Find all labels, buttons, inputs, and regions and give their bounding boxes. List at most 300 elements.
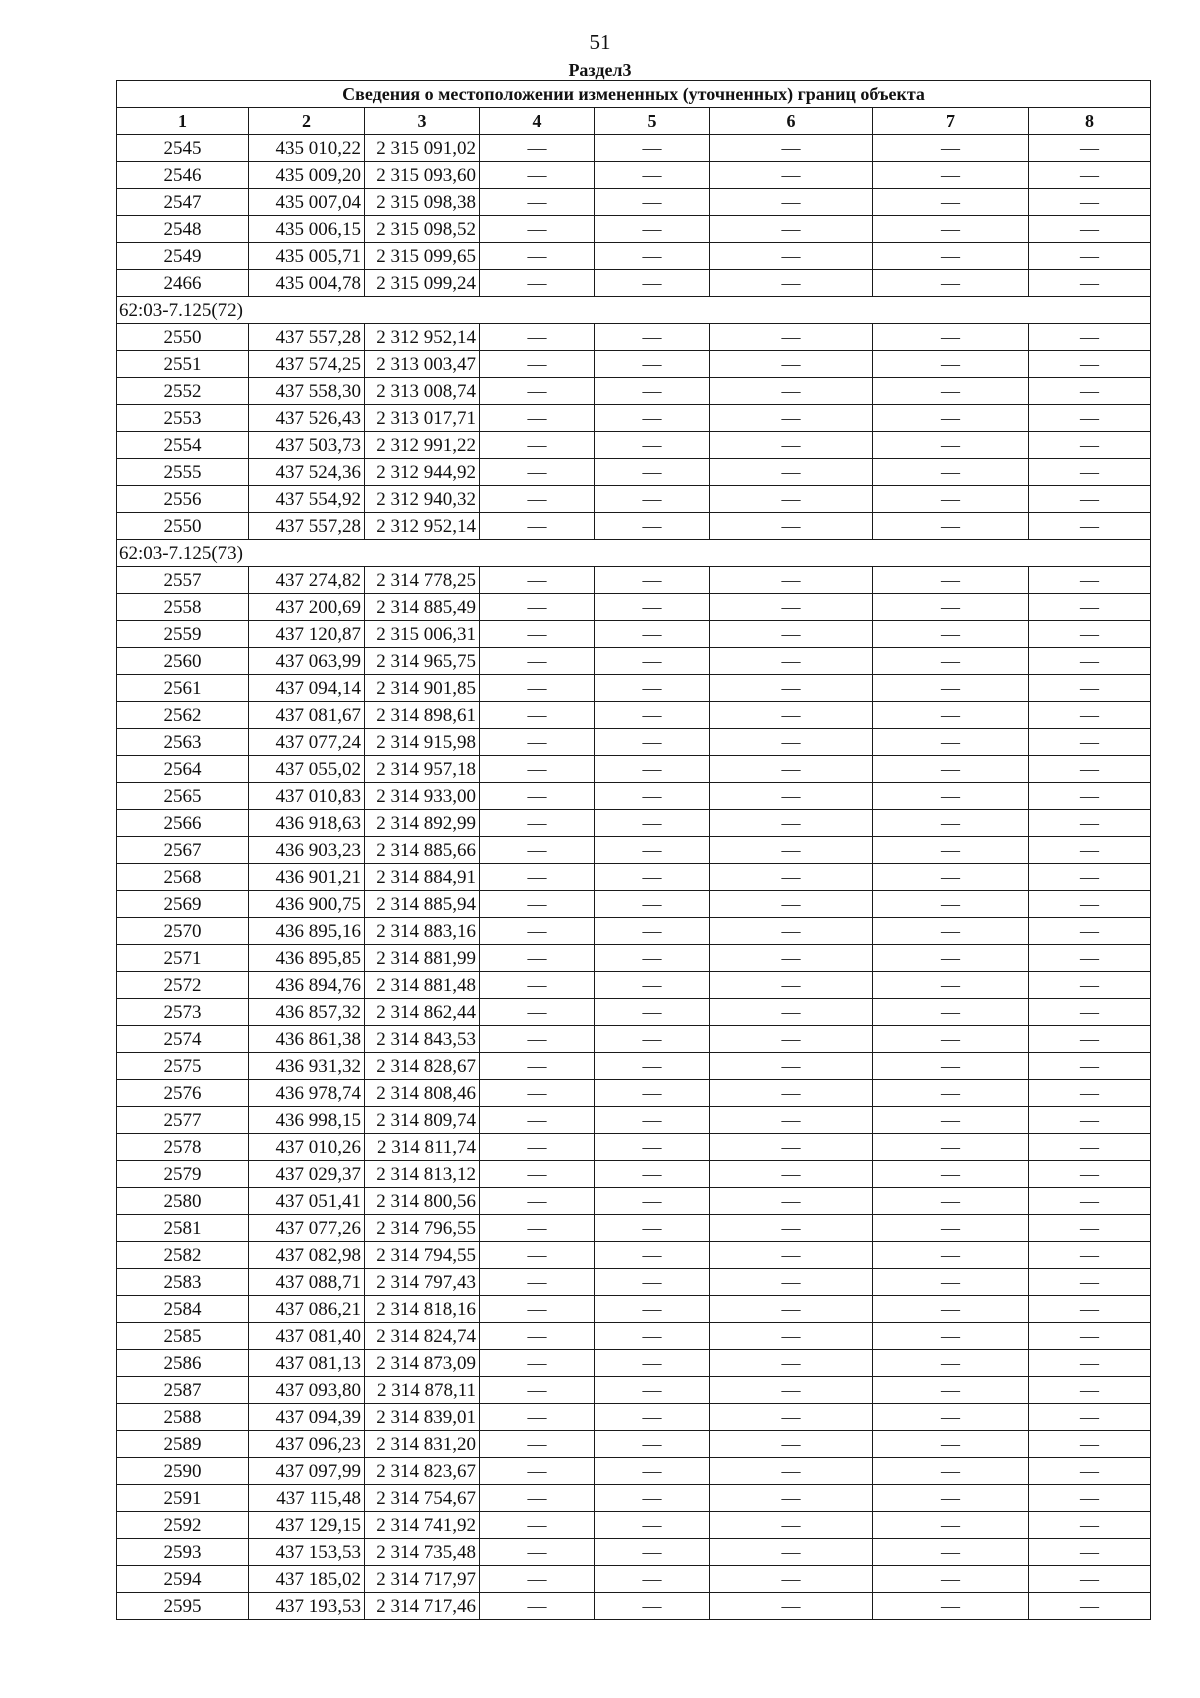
point-id-cell: 2576 <box>117 1080 249 1107</box>
empty-value-cell: — <box>480 756 595 783</box>
table-row <box>117 918 1151 945</box>
y-coordinate-cell: 2 314 881,48 <box>365 972 480 999</box>
point-id-cell: 2572 <box>117 972 249 999</box>
y-coordinate-cell: 2 314 881,99 <box>365 945 480 972</box>
empty-value-cell: — <box>1029 1431 1151 1458</box>
empty-value-cell: — <box>480 810 595 837</box>
empty-value-cell: — <box>595 1350 710 1377</box>
empty-value-cell: — <box>873 783 1029 810</box>
empty-value-cell: — <box>595 1431 710 1458</box>
y-coordinate-cell: 2 313 017,71 <box>365 405 480 432</box>
point-id-cell: 2588 <box>117 1404 249 1431</box>
empty-value-cell: — <box>1029 1404 1151 1431</box>
empty-value-cell: — <box>1029 432 1151 459</box>
y-coordinate-cell: 2 314 933,00 <box>365 783 480 810</box>
table-row <box>117 1539 1151 1566</box>
y-coordinate-cell: 2 314 957,18 <box>365 756 480 783</box>
empty-value-cell: — <box>873 1215 1029 1242</box>
empty-value-cell: — <box>480 1512 595 1539</box>
empty-value-cell: — <box>1029 729 1151 756</box>
x-coordinate-cell: 437 554,92 <box>249 486 365 513</box>
table-row <box>117 1107 1151 1134</box>
empty-value-cell: — <box>873 1512 1029 1539</box>
table-caption-row <box>117 81 1151 108</box>
y-coordinate-cell: 2 312 952,14 <box>365 513 480 540</box>
empty-value-cell: — <box>1029 1458 1151 1485</box>
empty-value-cell: — <box>480 1539 595 1566</box>
x-coordinate-cell: 437 274,82 <box>249 567 365 594</box>
y-coordinate-cell: 2 314 885,66 <box>365 837 480 864</box>
empty-value-cell: — <box>873 648 1029 675</box>
empty-value-cell: — <box>873 189 1029 216</box>
empty-value-cell: — <box>873 891 1029 918</box>
empty-value-cell: — <box>710 1269 873 1296</box>
empty-value-cell: — <box>595 1593 710 1620</box>
empty-value-cell: — <box>710 162 873 189</box>
empty-value-cell: — <box>873 1296 1029 1323</box>
empty-value-cell: — <box>873 675 1029 702</box>
empty-value-cell: — <box>595 432 710 459</box>
empty-value-cell: — <box>595 1107 710 1134</box>
empty-value-cell: — <box>873 621 1029 648</box>
empty-value-cell: — <box>1029 1566 1151 1593</box>
table-row <box>117 216 1151 243</box>
table-row <box>117 1593 1151 1620</box>
empty-value-cell: — <box>710 1350 873 1377</box>
empty-value-cell: — <box>595 1512 710 1539</box>
empty-value-cell: — <box>1029 810 1151 837</box>
x-coordinate-cell: 436 901,21 <box>249 864 365 891</box>
empty-value-cell: — <box>710 1485 873 1512</box>
table-row <box>117 162 1151 189</box>
empty-value-cell: — <box>873 1431 1029 1458</box>
table-row <box>117 1485 1151 1512</box>
y-coordinate-cell: 2 314 884,91 <box>365 864 480 891</box>
boundary-coordinates-table <box>116 80 1151 1620</box>
empty-value-cell: — <box>873 1485 1029 1512</box>
empty-value-cell: — <box>480 513 595 540</box>
empty-value-cell: — <box>710 1377 873 1404</box>
empty-value-cell: — <box>1029 405 1151 432</box>
point-id-cell: 2574 <box>117 1026 249 1053</box>
y-coordinate-cell: 2 314 796,55 <box>365 1215 480 1242</box>
table-row <box>117 1512 1151 1539</box>
group-row <box>117 540 1151 567</box>
empty-value-cell: — <box>480 918 595 945</box>
empty-value-cell: — <box>595 324 710 351</box>
empty-value-cell: — <box>480 1269 595 1296</box>
empty-value-cell: — <box>595 837 710 864</box>
point-id-cell: 2581 <box>117 1215 249 1242</box>
table-row <box>117 1350 1151 1377</box>
x-coordinate-cell: 437 081,40 <box>249 1323 365 1350</box>
empty-value-cell: — <box>710 1296 873 1323</box>
empty-value-cell: — <box>1029 1350 1151 1377</box>
table-row <box>117 1269 1151 1296</box>
y-coordinate-cell: 2 314 839,01 <box>365 1404 480 1431</box>
table-row <box>117 675 1151 702</box>
empty-value-cell: — <box>480 378 595 405</box>
empty-value-cell: — <box>480 1377 595 1404</box>
empty-value-cell: — <box>480 135 595 162</box>
empty-value-cell: — <box>710 378 873 405</box>
empty-value-cell: — <box>710 189 873 216</box>
empty-value-cell: — <box>873 810 1029 837</box>
empty-value-cell: — <box>480 1350 595 1377</box>
empty-value-cell: — <box>480 324 595 351</box>
empty-value-cell: — <box>1029 216 1151 243</box>
x-coordinate-cell: 436 931,32 <box>249 1053 365 1080</box>
point-id-cell: 2590 <box>117 1458 249 1485</box>
empty-value-cell: — <box>873 1593 1029 1620</box>
x-coordinate-cell: 437 077,26 <box>249 1215 365 1242</box>
empty-value-cell: — <box>1029 783 1151 810</box>
y-coordinate-cell: 2 314 823,67 <box>365 1458 480 1485</box>
y-coordinate-cell: 2 314 808,46 <box>365 1080 480 1107</box>
empty-value-cell: — <box>873 837 1029 864</box>
empty-value-cell: — <box>873 1080 1029 1107</box>
empty-value-cell: — <box>710 1161 873 1188</box>
table-row <box>117 351 1151 378</box>
empty-value-cell: — <box>1029 837 1151 864</box>
table-row <box>117 1566 1151 1593</box>
table-row <box>117 999 1151 1026</box>
x-coordinate-cell: 437 086,21 <box>249 1296 365 1323</box>
x-coordinate-cell: 437 051,41 <box>249 1188 365 1215</box>
point-id-cell: 2565 <box>117 783 249 810</box>
y-coordinate-cell: 2 315 098,38 <box>365 189 480 216</box>
y-coordinate-cell: 2 314 778,25 <box>365 567 480 594</box>
point-id-cell: 2587 <box>117 1377 249 1404</box>
empty-value-cell: — <box>1029 864 1151 891</box>
empty-value-cell: — <box>873 1539 1029 1566</box>
empty-value-cell: — <box>480 837 595 864</box>
empty-value-cell: — <box>480 783 595 810</box>
parcel-group-label: 62:03-7.125(73) <box>117 540 1151 567</box>
point-id-cell: 2547 <box>117 189 249 216</box>
empty-value-cell: — <box>1029 756 1151 783</box>
empty-value-cell: — <box>595 594 710 621</box>
y-coordinate-cell: 2 314 898,61 <box>365 702 480 729</box>
empty-value-cell: — <box>1029 1215 1151 1242</box>
empty-value-cell: — <box>595 918 710 945</box>
point-id-cell: 2585 <box>117 1323 249 1350</box>
empty-value-cell: — <box>480 243 595 270</box>
empty-value-cell: — <box>1029 459 1151 486</box>
column-number: 6 <box>710 108 873 135</box>
empty-value-cell: — <box>710 918 873 945</box>
empty-value-cell: — <box>595 243 710 270</box>
point-id-cell: 2564 <box>117 756 249 783</box>
point-id-cell: 2595 <box>117 1593 249 1620</box>
empty-value-cell: — <box>480 891 595 918</box>
empty-value-cell: — <box>595 621 710 648</box>
empty-value-cell: — <box>595 351 710 378</box>
empty-value-cell: — <box>873 432 1029 459</box>
point-id-cell: 2566 <box>117 810 249 837</box>
point-id-cell: 2579 <box>117 1161 249 1188</box>
empty-value-cell: — <box>595 972 710 999</box>
empty-value-cell: — <box>1029 1188 1151 1215</box>
empty-value-cell: — <box>710 810 873 837</box>
x-coordinate-cell: 437 574,25 <box>249 351 365 378</box>
y-coordinate-cell: 2 315 098,52 <box>365 216 480 243</box>
empty-value-cell: — <box>710 702 873 729</box>
empty-value-cell: — <box>480 594 595 621</box>
x-coordinate-cell: 437 094,39 <box>249 1404 365 1431</box>
table-row <box>117 135 1151 162</box>
empty-value-cell: — <box>873 1053 1029 1080</box>
y-coordinate-cell: 2 315 093,60 <box>365 162 480 189</box>
empty-value-cell: — <box>873 864 1029 891</box>
y-coordinate-cell: 2 314 811,74 <box>365 1134 480 1161</box>
section-title: Раздел3 <box>568 60 632 80</box>
x-coordinate-cell: 436 900,75 <box>249 891 365 918</box>
empty-value-cell: — <box>710 1188 873 1215</box>
empty-value-cell: — <box>480 405 595 432</box>
empty-value-cell: — <box>480 1053 595 1080</box>
empty-value-cell: — <box>480 1188 595 1215</box>
empty-value-cell: — <box>595 1026 710 1053</box>
table-row <box>117 1080 1151 1107</box>
empty-value-cell: — <box>710 513 873 540</box>
parcel-group-label: 62:03-7.125(72) <box>117 297 1151 324</box>
x-coordinate-cell: 437 055,02 <box>249 756 365 783</box>
page-number: 51 <box>589 30 611 54</box>
empty-value-cell: — <box>595 216 710 243</box>
empty-value-cell: — <box>1029 891 1151 918</box>
x-coordinate-cell: 436 895,16 <box>249 918 365 945</box>
point-id-cell: 2555 <box>117 459 249 486</box>
empty-value-cell: — <box>595 999 710 1026</box>
x-coordinate-cell: 437 088,71 <box>249 1269 365 1296</box>
empty-value-cell: — <box>710 594 873 621</box>
empty-value-cell: — <box>710 432 873 459</box>
empty-value-cell: — <box>480 1026 595 1053</box>
table-row <box>117 1458 1151 1485</box>
empty-value-cell: — <box>710 621 873 648</box>
x-coordinate-cell: 436 857,32 <box>249 999 365 1026</box>
empty-value-cell: — <box>873 270 1029 297</box>
empty-value-cell: — <box>595 270 710 297</box>
empty-value-cell: — <box>710 243 873 270</box>
empty-value-cell: — <box>710 135 873 162</box>
y-coordinate-cell: 2 314 892,99 <box>365 810 480 837</box>
empty-value-cell: — <box>595 945 710 972</box>
point-id-cell: 2584 <box>117 1296 249 1323</box>
y-coordinate-cell: 2 314 717,97 <box>365 1566 480 1593</box>
y-coordinate-cell: 2 314 754,67 <box>365 1485 480 1512</box>
empty-value-cell: — <box>595 1215 710 1242</box>
table-row <box>117 1242 1151 1269</box>
x-coordinate-cell: 437 081,67 <box>249 702 365 729</box>
empty-value-cell: — <box>480 729 595 756</box>
y-coordinate-cell: 2 314 878,11 <box>365 1377 480 1404</box>
point-id-cell: 2561 <box>117 675 249 702</box>
empty-value-cell: — <box>480 1458 595 1485</box>
empty-value-cell: — <box>595 1188 710 1215</box>
table-body <box>117 135 1151 1620</box>
empty-value-cell: — <box>710 1323 873 1350</box>
empty-value-cell: — <box>595 1323 710 1350</box>
empty-value-cell: — <box>480 351 595 378</box>
empty-value-cell: — <box>595 1404 710 1431</box>
point-id-cell: 2556 <box>117 486 249 513</box>
empty-value-cell: — <box>595 513 710 540</box>
empty-value-cell: — <box>710 1134 873 1161</box>
empty-value-cell: — <box>873 162 1029 189</box>
empty-value-cell: — <box>710 945 873 972</box>
x-coordinate-cell: 436 861,38 <box>249 1026 365 1053</box>
empty-value-cell: — <box>710 1404 873 1431</box>
y-coordinate-cell: 2 313 003,47 <box>365 351 480 378</box>
empty-value-cell: — <box>873 405 1029 432</box>
empty-value-cell: — <box>595 1134 710 1161</box>
empty-value-cell: — <box>710 1458 873 1485</box>
point-id-cell: 2569 <box>117 891 249 918</box>
x-coordinate-cell: 437 010,83 <box>249 783 365 810</box>
x-coordinate-cell: 435 006,15 <box>249 216 365 243</box>
table-row <box>117 1431 1151 1458</box>
empty-value-cell: — <box>873 1026 1029 1053</box>
x-coordinate-cell: 437 129,15 <box>249 1512 365 1539</box>
y-coordinate-cell: 2 314 794,55 <box>365 1242 480 1269</box>
table-row <box>117 378 1151 405</box>
table-row <box>117 1377 1151 1404</box>
point-id-cell: 2466 <box>117 270 249 297</box>
empty-value-cell: — <box>480 432 595 459</box>
x-coordinate-cell: 436 895,85 <box>249 945 365 972</box>
empty-value-cell: — <box>480 1242 595 1269</box>
empty-value-cell: — <box>595 1377 710 1404</box>
point-id-cell: 2593 <box>117 1539 249 1566</box>
table-row <box>117 756 1151 783</box>
empty-value-cell: — <box>595 1053 710 1080</box>
empty-value-cell: — <box>710 837 873 864</box>
y-coordinate-cell: 2 314 818,16 <box>365 1296 480 1323</box>
empty-value-cell: — <box>873 1350 1029 1377</box>
empty-value-cell: — <box>710 1026 873 1053</box>
table-row <box>117 1188 1151 1215</box>
empty-value-cell: — <box>480 648 595 675</box>
point-id-cell: 2591 <box>117 1485 249 1512</box>
empty-value-cell: — <box>710 1431 873 1458</box>
empty-value-cell: — <box>873 324 1029 351</box>
x-coordinate-cell: 437 200,69 <box>249 594 365 621</box>
empty-value-cell: — <box>1029 675 1151 702</box>
empty-value-cell: — <box>480 1296 595 1323</box>
empty-value-cell: — <box>873 756 1029 783</box>
point-id-cell: 2583 <box>117 1269 249 1296</box>
y-coordinate-cell: 2 315 091,02 <box>365 135 480 162</box>
column-number: 3 <box>365 108 480 135</box>
empty-value-cell: — <box>710 459 873 486</box>
table-row <box>117 702 1151 729</box>
empty-value-cell: — <box>595 648 710 675</box>
y-coordinate-cell: 2 314 831,20 <box>365 1431 480 1458</box>
table-row <box>117 1404 1151 1431</box>
empty-value-cell: — <box>1029 702 1151 729</box>
point-id-cell: 2589 <box>117 1431 249 1458</box>
y-coordinate-cell: 2 314 800,56 <box>365 1188 480 1215</box>
empty-value-cell: — <box>480 189 595 216</box>
empty-value-cell: — <box>873 972 1029 999</box>
point-id-cell: 2582 <box>117 1242 249 1269</box>
y-coordinate-cell: 2 313 008,74 <box>365 378 480 405</box>
y-coordinate-cell: 2 314 824,74 <box>365 1323 480 1350</box>
x-coordinate-cell: 436 918,63 <box>249 810 365 837</box>
table-row <box>117 837 1151 864</box>
empty-value-cell: — <box>595 1080 710 1107</box>
point-id-cell: 2559 <box>117 621 249 648</box>
empty-value-cell: — <box>873 918 1029 945</box>
empty-value-cell: — <box>710 1215 873 1242</box>
empty-value-cell: — <box>595 567 710 594</box>
y-coordinate-cell: 2 314 809,74 <box>365 1107 480 1134</box>
empty-value-cell: — <box>1029 1134 1151 1161</box>
table-row <box>117 1215 1151 1242</box>
empty-value-cell: — <box>873 135 1029 162</box>
y-coordinate-cell: 2 312 940,32 <box>365 486 480 513</box>
empty-value-cell: — <box>480 864 595 891</box>
x-coordinate-cell: 437 557,28 <box>249 513 365 540</box>
x-coordinate-cell: 436 903,23 <box>249 837 365 864</box>
y-coordinate-cell: 2 314 885,94 <box>365 891 480 918</box>
x-coordinate-cell: 437 097,99 <box>249 1458 365 1485</box>
table-row <box>117 567 1151 594</box>
x-coordinate-cell: 437 524,36 <box>249 459 365 486</box>
y-coordinate-cell: 2 314 797,43 <box>365 1269 480 1296</box>
empty-value-cell: — <box>1029 918 1151 945</box>
column-number: 1 <box>117 108 249 135</box>
point-id-cell: 2552 <box>117 378 249 405</box>
table-row <box>117 1026 1151 1053</box>
empty-value-cell: — <box>1029 1539 1151 1566</box>
empty-value-cell: — <box>1029 270 1151 297</box>
empty-value-cell: — <box>1029 378 1151 405</box>
empty-value-cell: — <box>595 783 710 810</box>
column-number: 4 <box>480 108 595 135</box>
table-row <box>117 891 1151 918</box>
x-coordinate-cell: 437 029,37 <box>249 1161 365 1188</box>
table-row <box>117 810 1151 837</box>
table-row <box>117 1053 1151 1080</box>
empty-value-cell: — <box>595 810 710 837</box>
y-coordinate-cell: 2 314 735,48 <box>365 1539 480 1566</box>
empty-value-cell: — <box>710 486 873 513</box>
point-id-cell: 2546 <box>117 162 249 189</box>
empty-value-cell: — <box>873 513 1029 540</box>
empty-value-cell: — <box>480 1080 595 1107</box>
empty-value-cell: — <box>1029 648 1151 675</box>
column-number: 7 <box>873 108 1029 135</box>
empty-value-cell: — <box>873 702 1029 729</box>
y-coordinate-cell: 2 314 717,46 <box>365 1593 480 1620</box>
empty-value-cell: — <box>873 1323 1029 1350</box>
empty-value-cell: — <box>710 675 873 702</box>
x-coordinate-cell: 437 010,26 <box>249 1134 365 1161</box>
empty-value-cell: — <box>710 216 873 243</box>
x-coordinate-cell: 437 115,48 <box>249 1485 365 1512</box>
table-row <box>117 621 1151 648</box>
empty-value-cell: — <box>710 783 873 810</box>
y-coordinate-cell: 2 312 944,92 <box>365 459 480 486</box>
empty-value-cell: — <box>480 486 595 513</box>
empty-value-cell: — <box>595 1458 710 1485</box>
empty-value-cell: — <box>873 999 1029 1026</box>
x-coordinate-cell: 437 096,23 <box>249 1431 365 1458</box>
empty-value-cell: — <box>710 999 873 1026</box>
